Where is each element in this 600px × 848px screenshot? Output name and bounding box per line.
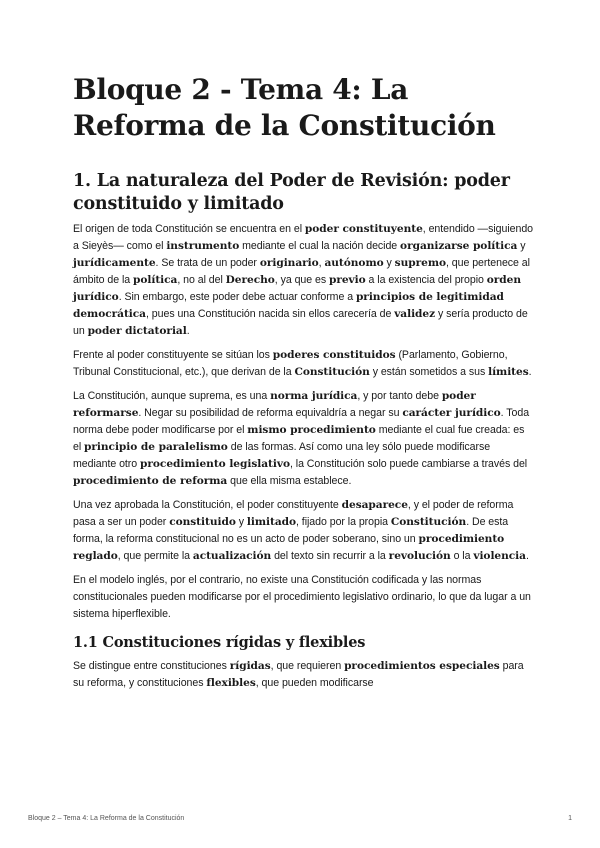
bold-term: validez: [394, 308, 436, 320]
bold-term: poder dictatorial: [87, 325, 187, 337]
bold-term: política: [133, 274, 178, 286]
text-run: de las formas. Así como una ley sólo puede modificarse mediante otro: [73, 441, 491, 470]
bold-term: organizarse política: [400, 240, 518, 252]
text-run: La Constitución, aunque suprema, es una: [73, 390, 271, 402]
text-run: .: [186, 325, 190, 337]
text-run: , entendido —siguiendo a Sieyès— como el: [73, 223, 533, 252]
bold-term: procedimiento reglado: [73, 533, 505, 562]
text-run: que ella misma establece.: [227, 475, 352, 487]
paragraph-constituted-powers: [73, 347, 535, 381]
text-run: , ya que es: [274, 274, 329, 286]
text-run: del texto sin recurrir a la: [271, 550, 389, 562]
bold-term: carácter jurídico: [402, 407, 501, 419]
paragraph-constituent-power: [73, 221, 535, 340]
bold-term: poder reformarse: [73, 390, 476, 419]
bold-term: flexibles: [206, 677, 256, 689]
text-run: mediante el cual la nación decide: [239, 240, 401, 252]
paragraph-rigid-flexible: [73, 658, 535, 692]
bold-term: Derecho: [225, 274, 275, 286]
text-run: . Negar su posibilidad de reforma equivaldría a negar su: [138, 407, 403, 419]
bold-term: poder constituyente: [304, 223, 423, 235]
text-run: ,: [318, 257, 325, 269]
bold-term: norma jurídica: [270, 390, 358, 402]
paragraph-reform-power: [73, 497, 535, 565]
text-run: y: [235, 516, 247, 528]
bold-term: procedimientos especiales: [344, 660, 500, 672]
bold-term: instrumento: [166, 240, 240, 252]
text-run: Una vez aprobada la Constitución, el poder constituyente: [73, 499, 342, 511]
bold-term: revolución: [388, 550, 451, 562]
bold-term: límites: [488, 366, 529, 378]
text-run: , la Constitución solo puede cambiarse a través del: [289, 458, 528, 470]
text-run: . Toda norma debe poder modificarse por el: [73, 407, 530, 436]
text-run: Se distingue entre constituciones: [73, 660, 230, 672]
bold-term: originario: [259, 257, 319, 269]
bold-term: principio de paralelismo: [84, 441, 228, 453]
bold-term: limitado: [246, 516, 297, 528]
paragraph-english-model: En el modelo inglés, por el contrario, no existe una Constitución codificada y las normas constitucionales pueden modificarse por el procedimiento legislativo ordinario, lo que da lugar a un sistema hiperflexible.: [73, 574, 531, 620]
page-number: 1: [568, 815, 572, 822]
text-run: . Se trata de un poder: [155, 257, 260, 269]
text-run: o la: [450, 550, 474, 562]
bold-term: supremo: [394, 257, 446, 269]
bold-term: procedimiento de reforma: [73, 475, 228, 487]
document-title: Bloque 2 - Tema 4: La Reforma de la Constitución: [73, 73, 496, 142]
text-run: para su reforma, y constituciones: [73, 660, 524, 689]
text-run: a la existencia del propio: [365, 274, 487, 286]
bold-term: poderes constituidos: [272, 349, 396, 361]
bold-term: autónomo: [324, 257, 384, 269]
page-footer: [28, 815, 572, 822]
bold-term: procedimiento legislativo: [140, 458, 290, 470]
text-run: y sería producto de un: [73, 308, 528, 337]
text-run: y: [383, 257, 395, 269]
text-run: , que pertenece al ámbito de la: [73, 257, 530, 286]
text-run: , y por tanto debe: [357, 390, 442, 402]
text-run: y están sometidos a sus: [369, 366, 489, 378]
text-run: y: [517, 240, 526, 252]
paragraph-legal-norm: [73, 388, 535, 490]
bold-term: jurídicamente: [73, 257, 156, 269]
text-run: . De esta forma, la reforma constitucional no es un acto de poder soberano, sino un: [73, 516, 509, 545]
subsection-heading: 1.1 Constituciones rígidas y flexibles: [73, 634, 366, 651]
bold-term: Constitución: [390, 516, 467, 528]
bold-term: actualización: [192, 550, 272, 562]
running-title: Bloque 2 – Tema 4: La Reforma de la Constitución: [28, 815, 185, 822]
text-run: , que requieren: [270, 660, 345, 672]
text-run: , pues una Constitución nacida sin ellos carecería de: [146, 308, 395, 320]
bold-term: previo: [328, 274, 366, 286]
text-run: El origen de toda Constitución se encuentra en el: [73, 223, 305, 235]
text-run: , no al del: [177, 274, 226, 286]
section-heading: 1. La naturaleza del Poder de Revisión: poder constituido y limitado: [73, 171, 510, 214]
text-run: , fijado por la propia: [296, 516, 391, 528]
text-run: (Parlamento, Gobierno, Tribunal Constitucional, etc.), que derivan de la: [73, 349, 508, 378]
bold-term: rígidas: [229, 660, 271, 672]
bold-term: Constitución: [294, 366, 370, 378]
text-run: Frente al poder constituyente se sitúan los: [73, 349, 273, 361]
bold-term: principios de legitimidad democrática: [73, 291, 504, 320]
text-run: .: [528, 366, 532, 378]
text-run: , que pueden modificarse: [255, 677, 374, 689]
bold-term: mismo procedimiento: [247, 424, 376, 436]
text-run: , que permite la: [117, 550, 193, 562]
bold-term: orden jurídico: [73, 274, 521, 303]
bold-term: desaparece: [341, 499, 408, 511]
text-run: , y el poder de reforma pasa a ser un poder: [73, 499, 514, 528]
text-run: mediante el cual fue creada: es el: [73, 424, 525, 453]
bold-term: violencia: [473, 550, 526, 562]
bold-term: constituido: [169, 516, 236, 528]
document-page: [73, 72, 535, 692]
text-run: . Sin embargo, este poder debe actuar conforme a: [118, 291, 356, 303]
text-run: .: [525, 550, 529, 562]
